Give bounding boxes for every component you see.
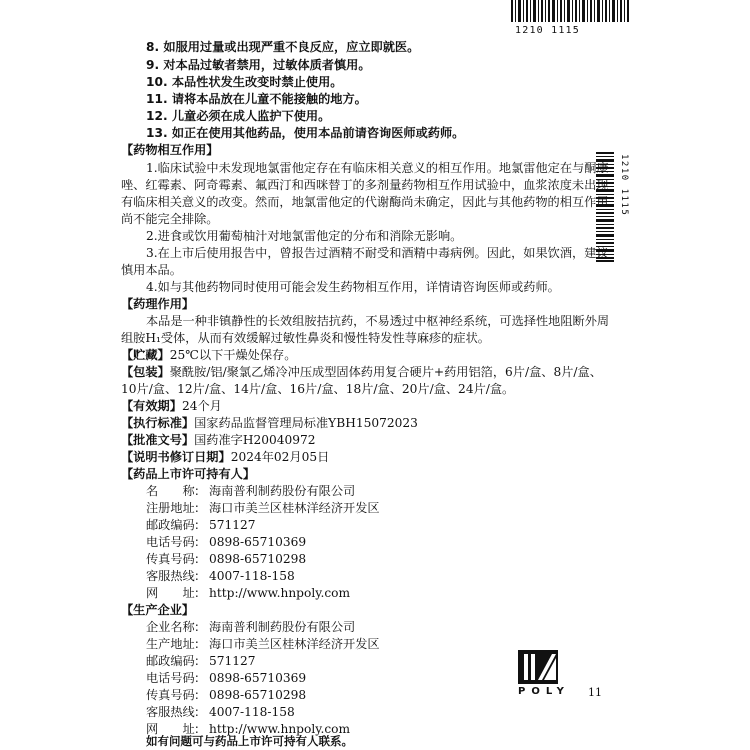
holder-label: 网 址: [146,586,199,600]
contact-note: 如有问题可与药品上市许可持有人联系。 [146,734,353,748]
standard-header: 【执行标准】 [121,416,195,430]
manufacturer-row [146,670,306,686]
manufacturer-value: 海南普利制药股份有限公司 [209,620,356,634]
holder-row [146,534,306,550]
precaution-item: 12. 儿童必须在成人监护下使用。 [146,109,331,123]
storage-row [121,347,296,363]
holder-row [146,500,380,516]
manufacturer-header: 【生产企业】 [121,603,195,617]
holder-value: 0898-65710298 [209,552,307,566]
barcode-number: 1210 1115 [515,25,580,36]
precaution-item: 9. 对本品过敏者禁用，过敏体质者慎用。 [146,58,371,72]
manufacturer-value: http://www.hnpoly.com [209,722,351,736]
interactions-line: 唑、红霉素、阿奇霉素、氟西汀和西咪替丁的多剂量药物相互作用试验中，血浆浓度未出现 [121,178,609,192]
manufacturer-value: 4007-118-158 [209,705,295,719]
revision-row [121,449,329,465]
manufacturer-label: 网 址: [146,722,199,736]
holder-label: 注册地址: [146,501,199,515]
storage-value: 25℃以下干燥处保存。 [169,348,297,362]
manufacturer-label: 传真号码: [146,688,199,702]
holder-label: 电话号码: [146,535,199,549]
standard-row [121,415,418,431]
holder-row [146,568,295,584]
holder-label: 传真号码: [146,552,199,566]
interactions-line: 3.在上市后使用报告中，曾报告过酒精不耐受和酒精中毒病例。因此，如果饮酒，建议 [146,246,609,260]
package-value-line2: 10片/盒、12片/盒、14片/盒、16片/盒、18片/盒、20片/盒、24片/盒。 [121,382,515,396]
manufacturer-label: 生产地址: [146,637,199,651]
manufacturer-value: 0898-65710298 [209,688,307,702]
holder-row [146,517,256,533]
precaution-item: 8. 如服用过量或出现严重不良反应，应立即就医。 [146,40,420,54]
validity-value: 24个月 [181,399,222,413]
holder-row [146,585,350,601]
page-number: 11 [588,686,602,699]
holder-row [146,551,306,567]
manufacturer-value: 571127 [209,654,256,668]
holder-value: 571127 [209,518,256,532]
interactions-line: 慎用本品。 [121,263,182,277]
barcode-top [511,0,629,22]
manufacturer-label: 企业名称: [146,620,199,634]
pharmacology-header: 【药理作用】 [121,297,195,311]
validity-row [121,398,222,414]
approval-header: 【批准文号】 [121,433,195,447]
interactions-line: 4.如与其他药物同时使用可能会发生药物相互作用，详情请咨询医师或药师。 [146,280,560,294]
revision-header: 【说明书修订日期】 [121,450,231,464]
standard-value: 国家药品监督管理局标准YBH15072023 [194,416,418,430]
approval-value: 国药准字H20040972 [194,433,316,447]
holder-label: 名 称: [146,484,199,498]
manufacturer-label: 电话号码: [146,671,199,685]
interactions-line: 2.进食或饮用葡萄柚汁对地氯雷他定的分布和消除无影响。 [146,229,463,243]
holder-value: 海口市美兰区桂林洋经济开发区 [209,501,380,515]
manufacturer-label: 邮政编码: [146,654,199,668]
package-row [121,364,602,380]
manufacturer-value: 海口市美兰区桂林洋经济开发区 [209,637,380,651]
manufacturer-row [146,619,355,635]
manufacturer-row [146,687,306,703]
precaution-item: 13. 如正在使用其他药品，使用本品前请咨询医师或药师。 [146,126,465,140]
holder-value: http://www.hnpoly.com [209,586,351,600]
holder-row [146,483,355,499]
package-header: 【包装】 [121,365,170,379]
holder-value: 4007-118-158 [209,569,295,583]
interactions-line: 尚不能完全排除。 [121,212,219,226]
manufacturer-row [146,704,295,720]
pharmacology-line: 组胺H₁受体，从而有效缓解过敏性鼻炎和慢性特发性荨麻疹的症状。 [121,331,490,345]
poly-logo-text: POLY [518,686,570,697]
precaution-item: 10. 本品性状发生改变时禁止使用。 [146,75,343,89]
pharmacology-line: 本品是一种非镇静性的长效组胺拮抗药，不易透过中枢神经系统，可选择性地阻断外周 [146,314,610,328]
barcode-side-number: 1210 1115 [619,154,629,217]
package-value-line1: 聚酰胺/铝/聚氯乙烯冷冲压成型固体药用复合硬片+药用铝箔，6片/盒、8片/盒、 [169,365,602,379]
holder-value: 0898-65710369 [209,535,307,549]
precaution-item: 11. 请将本品放在儿童不能接触的地方。 [146,92,367,106]
holder-label: 客服热线: [146,569,199,583]
manufacturer-value: 0898-65710369 [209,671,307,685]
manufacturer-row [146,653,256,669]
interactions-line: 有临床相关意义的改变。然而，地氯雷他定的代谢酶尚未确定，因此与其他药物的相互作用 [121,195,609,209]
manufacturer-row [146,636,380,652]
interactions-header: 【药物相互作用】 [121,143,219,157]
holder-value: 海南普利制药股份有限公司 [209,484,356,498]
approval-row [121,432,316,448]
revision-value: 2024年02月05日 [230,450,330,464]
validity-header: 【有效期】 [121,399,182,413]
holder-label: 邮政编码: [146,518,199,532]
storage-header: 【贮藏】 [121,348,170,362]
manufacturer-label: 客服热线: [146,705,199,719]
holder-header: 【药品上市许可持有人】 [121,467,256,481]
interactions-line: 1.临床试验中未发现地氯雷他定存在有临床相关意义的相互作用。地氯雷他定在与酮康 [146,161,609,175]
